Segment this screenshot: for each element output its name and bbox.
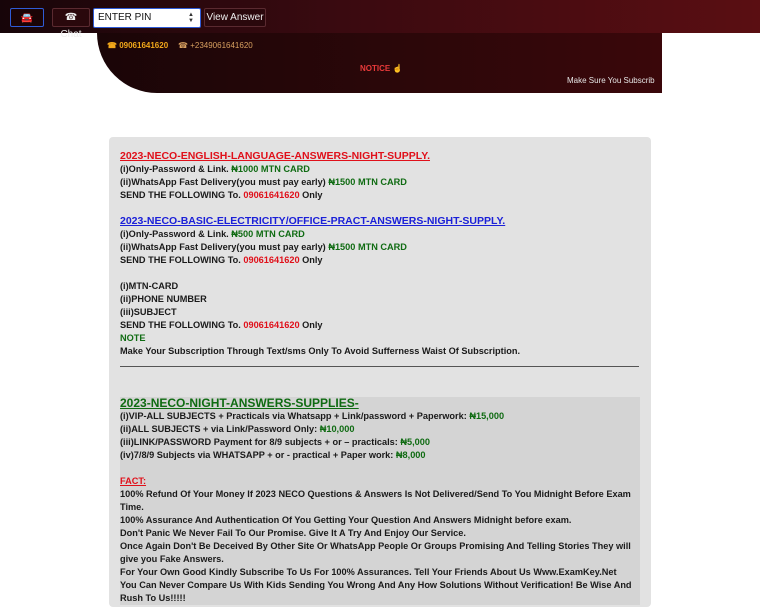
- phone-primary-link[interactable]: [107, 41, 168, 50]
- english-send: [120, 189, 640, 202]
- fact-line3: Don't Panic We Never Fail To Our Promise. Give It A Try And Enjoy Our Service.: [120, 528, 466, 538]
- supplies-line3: [120, 436, 640, 449]
- text: (i)Only-Password & Link.: [120, 164, 232, 174]
- phone-secondary-link[interactable]: [178, 41, 253, 50]
- phone: 09061641620: [243, 190, 300, 200]
- text: (iv)7/8/9 Subjects via WHATSAPP + or - practical + Paper work:: [120, 450, 396, 460]
- price: ₦5,000: [400, 437, 431, 447]
- view-answer-button[interactable]: View Answer: [204, 8, 266, 27]
- text: SEND THE FOLLOWING To.: [120, 320, 244, 330]
- top-navbar: [0, 0, 760, 40]
- req-item2: (ii)PHONE NUMBER: [120, 294, 207, 304]
- spinner-icon[interactable]: ▲ ▼: [188, 12, 194, 24]
- supplies-line4: [120, 449, 640, 462]
- req-item3: (iii)SUBJECT: [120, 307, 177, 317]
- phone-primary: 09061641620: [119, 41, 169, 50]
- electricity-title: 2023-NECO-BASIC-ELECTRICITY/OFFICE-PRACT-ANSWERS-NIGHT-SUPPLY.: [120, 215, 506, 227]
- text: (i)Only-Password & Link.: [120, 229, 232, 239]
- text: (i)VIP-ALL SUBJECTS + Practicals via Whatsapp + Link/password + Paperwork:: [120, 411, 470, 421]
- chat-label: Chat: [60, 29, 82, 40]
- note-text: Make Your Subscription Through Text/sms Only To Avoid Sufferness Waist Of Subscription.: [120, 346, 521, 356]
- supplies-section: [120, 397, 640, 605]
- whatsapp-icon: ☎: [64, 12, 78, 23]
- price: ₦500 MTN CARD: [231, 229, 305, 239]
- price: ₦10,000: [319, 424, 355, 434]
- supplies-line2: [120, 423, 640, 436]
- price: ₦1500 MTN CARD: [328, 242, 407, 252]
- notice-text: NOTICE: [360, 64, 391, 73]
- price: ₦8,000: [395, 450, 426, 460]
- price: ₦1500 MTN CARD: [328, 177, 407, 187]
- whatsapp-icon: ☎: [178, 41, 188, 50]
- menu-button[interactable]: [10, 8, 44, 27]
- fact-line4: Once Again Don't Be Deceived By Other Site Or WhatsApp People Or Groups Promising And Telling Stories They will give you Fake Answers.: [120, 541, 631, 564]
- price: ₦15,000: [469, 411, 505, 421]
- content-body: [120, 150, 640, 605]
- divider: [120, 366, 639, 367]
- text: (ii)ALL SUBJECTS + via Link/Password Only:: [120, 424, 320, 434]
- hand-icon: ☝: [392, 64, 403, 73]
- electricity-line1: [120, 228, 640, 241]
- pin-placeholder: ENTER PIN: [98, 12, 152, 23]
- suffix: Only: [299, 320, 323, 330]
- suffix: Only: [299, 190, 323, 200]
- text: (iii)LINK/PASSWORD Payment for 8/9 subjects + or – practicals:: [120, 437, 401, 447]
- supplies-line1: [120, 410, 640, 423]
- phone-secondary: +2349061641620: [190, 41, 253, 50]
- req-item1: (i)MTN-CARD: [120, 281, 179, 291]
- text: (ii)WhatsApp Fast Delivery(you must pay early): [120, 242, 329, 252]
- text: SEND THE FOLLOWING To.: [120, 190, 244, 200]
- phone: 09061641620: [243, 255, 300, 265]
- price: ₦1000 MTN CARD: [231, 164, 310, 174]
- supplies-title: 2023-NECO-NIGHT-ANSWERS-SUPPLIES-: [120, 396, 359, 410]
- fact-line6: You Can Never Compare Us With Kids Sending You Wrong And Any How Solutions Without Verification! Be Wise And Rush To Us!!!!!: [120, 580, 632, 603]
- text: SEND THE FOLLOWING To.: [120, 255, 244, 265]
- electricity-line2: [120, 241, 640, 254]
- english-title: 2023-NECO-ENGLISH-LANGUAGE-ANSWERS-NIGHT-SUPPLY.: [120, 150, 430, 162]
- note-label: NOTE: [120, 333, 146, 343]
- marquee-text: Make Sure You Subscrib: [567, 76, 655, 85]
- whatsapp-icon: ☎: [107, 41, 117, 50]
- fact-label: FACT:: [120, 476, 147, 486]
- pin-input[interactable]: [93, 8, 201, 28]
- phone: 09061641620: [243, 320, 300, 330]
- fact-line2: 100% Assurance And Authentication Of You Getting Your Question And Answers Midnight before exam.: [120, 515, 572, 525]
- main-content: [109, 137, 651, 607]
- suffix: Only: [299, 255, 323, 265]
- req-send: [120, 319, 640, 332]
- notice-label: [360, 64, 402, 73]
- fact-line5: For Your Own Good Kindly Subscribe To Us For 100% Assurances. Tell Your Friends About Us Www.ExamKey.Net: [120, 567, 617, 577]
- english-line1: [120, 163, 640, 176]
- text: (ii)WhatsApp Fast Delivery(you must pay early): [120, 177, 329, 187]
- english-line2: [120, 176, 640, 189]
- chat-button[interactable]: [52, 8, 90, 40]
- car-icon: 🚘: [20, 13, 34, 24]
- electricity-send: [120, 254, 640, 267]
- fact-line1: 100% Refund Of Your Money If 2023 NECO Questions & Answers Is Not Delivered/Send To You Midnight Before Exam Time.: [120, 489, 631, 512]
